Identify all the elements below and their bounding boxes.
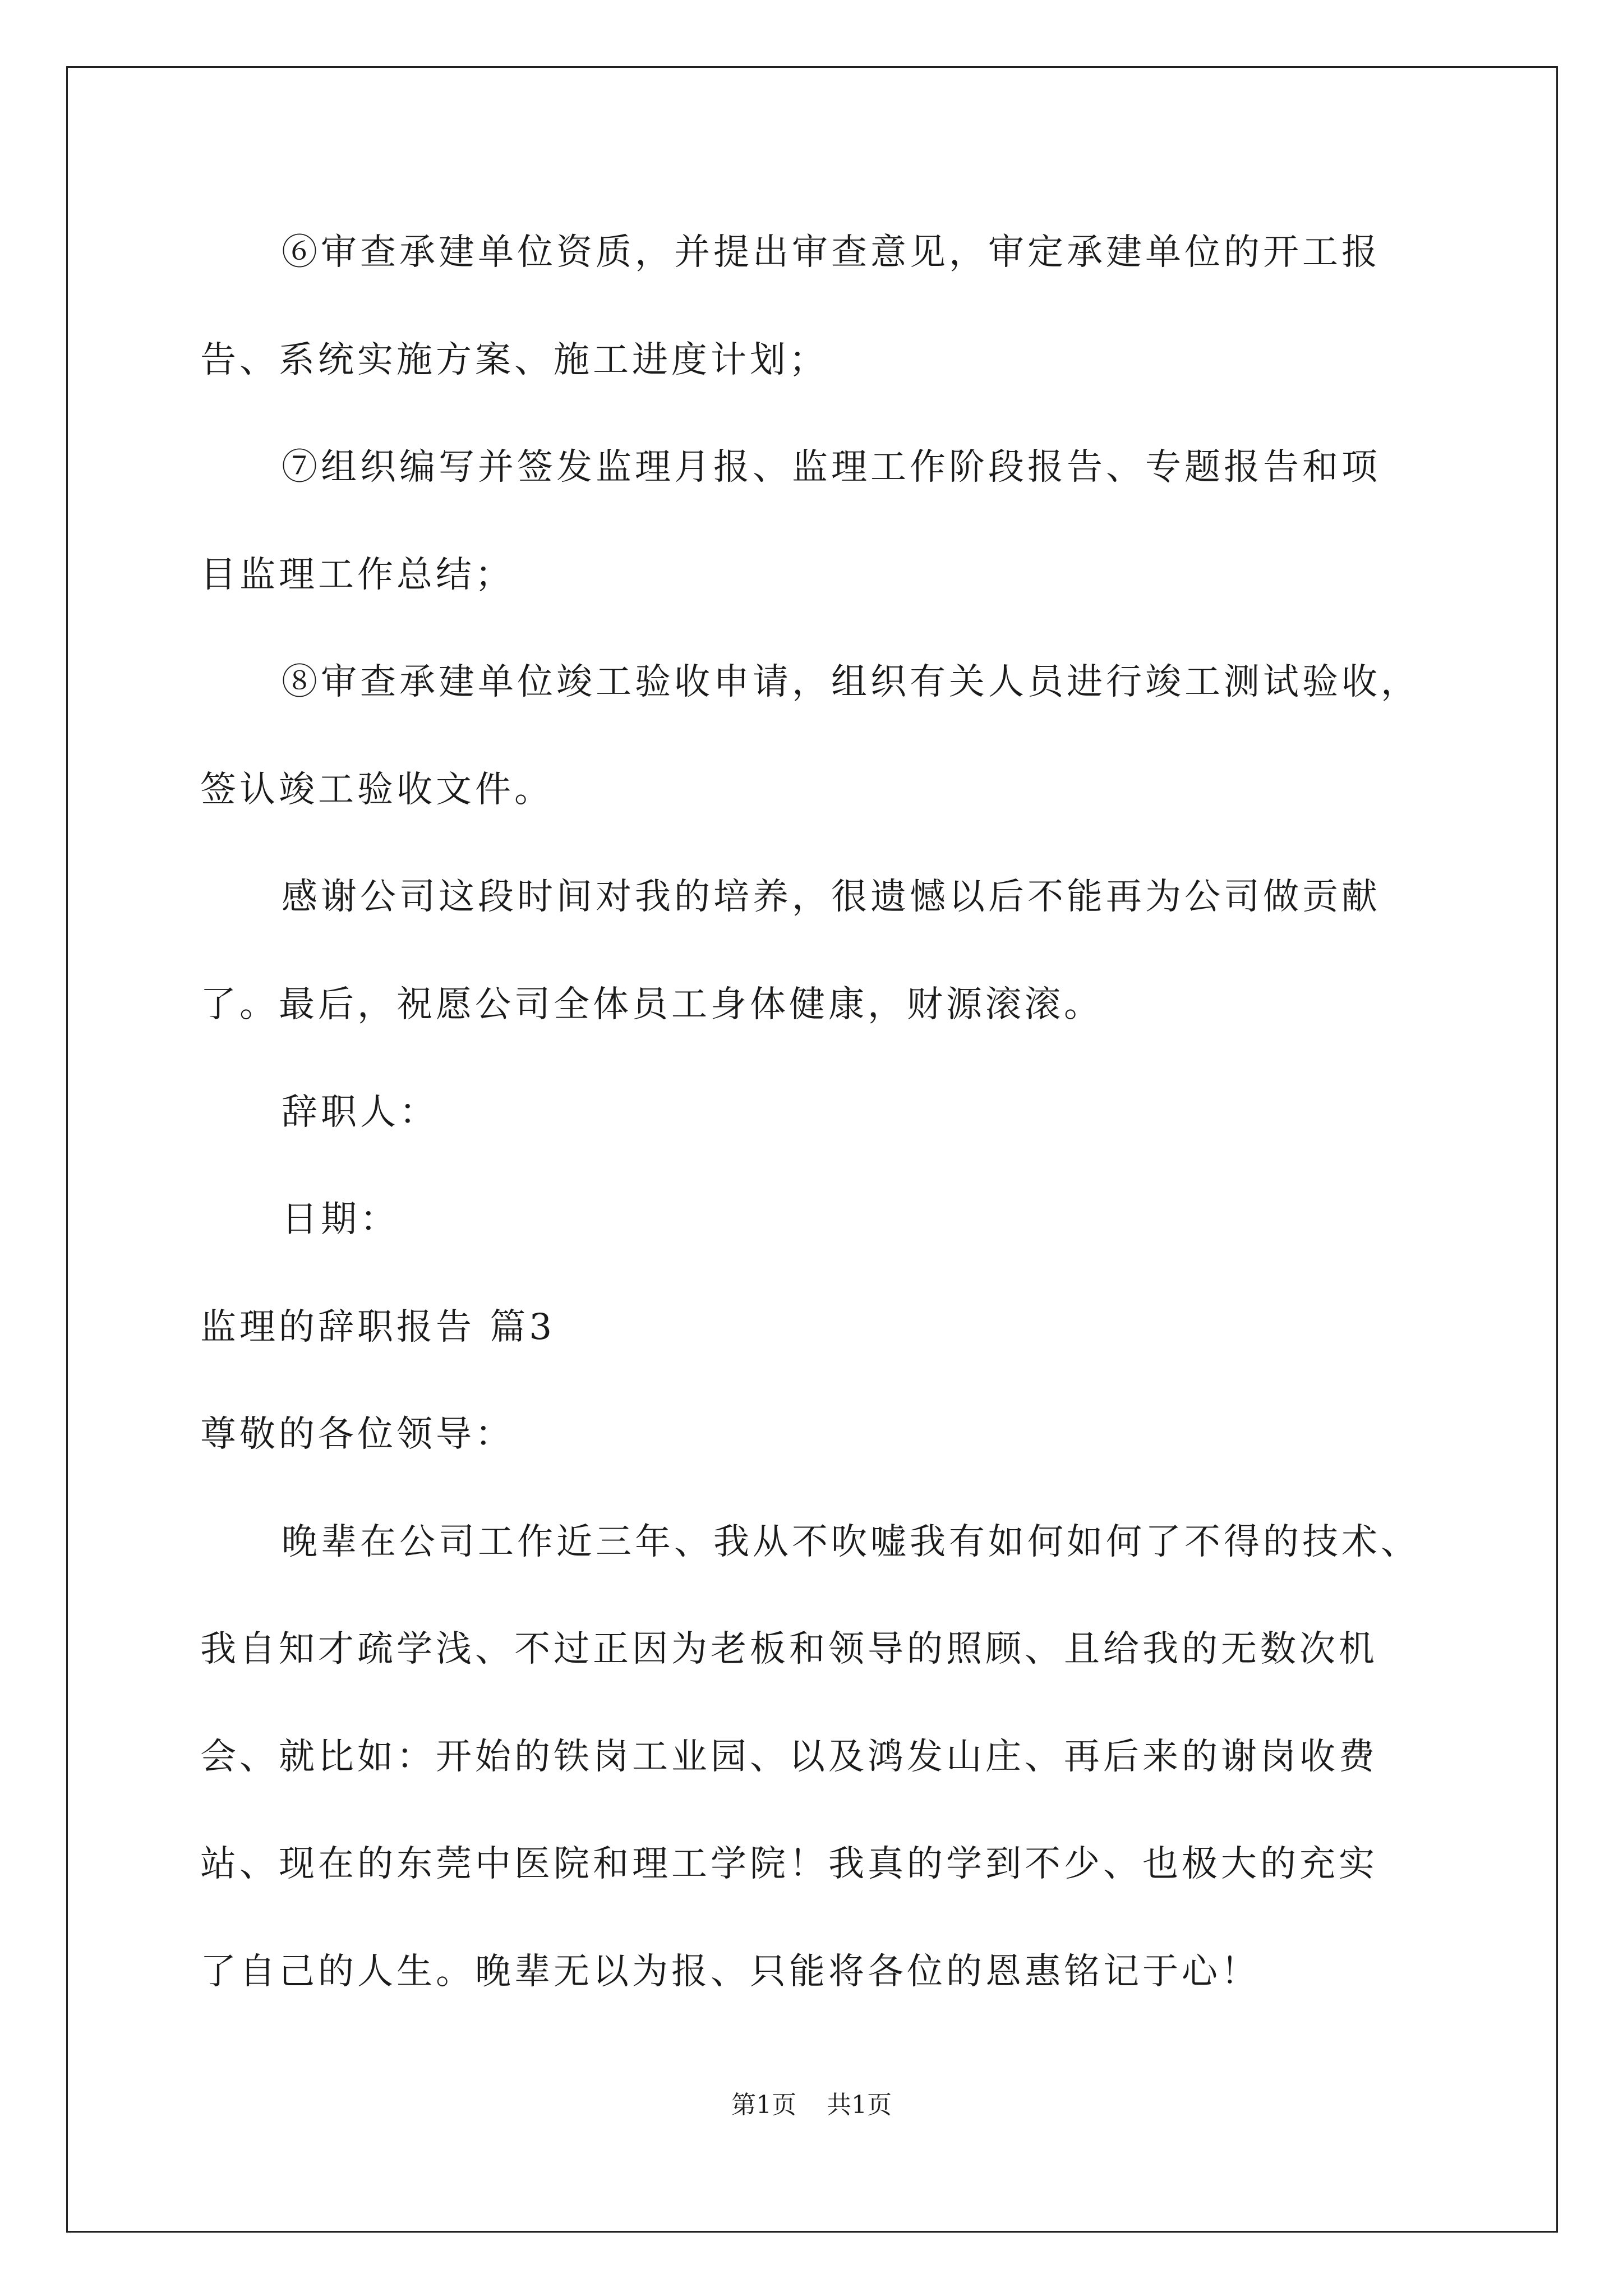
section-title: 监理的辞职报告 篇3 [200,1306,556,1348]
body-line-1: 晚辈在公司工作近三年、我从不吹嘘我有如何如何了不得的技术、 [282,1521,1420,1563]
paragraph-6-line-1: ⑥审查承建单位资质，并提出审查意见，审定承建单位的开工报 [282,232,1381,273]
page-border [66,66,1558,2233]
thanks-paragraph-line-2: 了。最后，祝愿公司全体员工身体健康，财源滚滚。 [200,984,1103,1025]
resign-person-label: 辞职人： [282,1092,439,1133]
paragraph-7-line-1: ⑦组织编写并签发监理月报、监理工作阶段报告、专题报告和项 [282,447,1381,488]
thanks-paragraph-line-1: 感谢公司这段时间对我的培养，很遗憾以后不能再为公司做贡献 [282,876,1381,918]
date-label: 日期： [282,1199,399,1240]
paragraph-8-line-1: ⑧审查承建单位竣工验收申请，组织有关人员进行竣工测试验收， [282,661,1420,703]
body-line-5: 了自己的人生。晚辈无以为报、只能将各位的恩惠铭记于心！ [200,1951,1260,1993]
page-footer [0,2090,1623,2121]
page-number-current: 第1页 [731,2091,796,2119]
paragraph-7-line-2: 目监理工作总结； [200,554,514,596]
salutation: 尊敬的各位领导： [200,1414,514,1455]
paragraph-6-line-2: 告、系统实施方案、施工进度计划； [200,339,828,381]
body-line-4: 站、现在的东莞中医院和理工学院！我真的学到不少、也极大的充实 [200,1843,1378,1885]
body-line-2: 我自知才疏学浅、不过正因为老板和领导的照顾、且给我的无数次机 [200,1628,1378,1670]
paragraph-8-line-2: 签认竣工验收文件。 [200,769,554,811]
body-line-3: 会、就比如：开始的铁岗工业园、以及鸿发山庄、再后来的谢岗收费 [200,1736,1378,1778]
page-number-total: 共1页 [827,2091,892,2119]
